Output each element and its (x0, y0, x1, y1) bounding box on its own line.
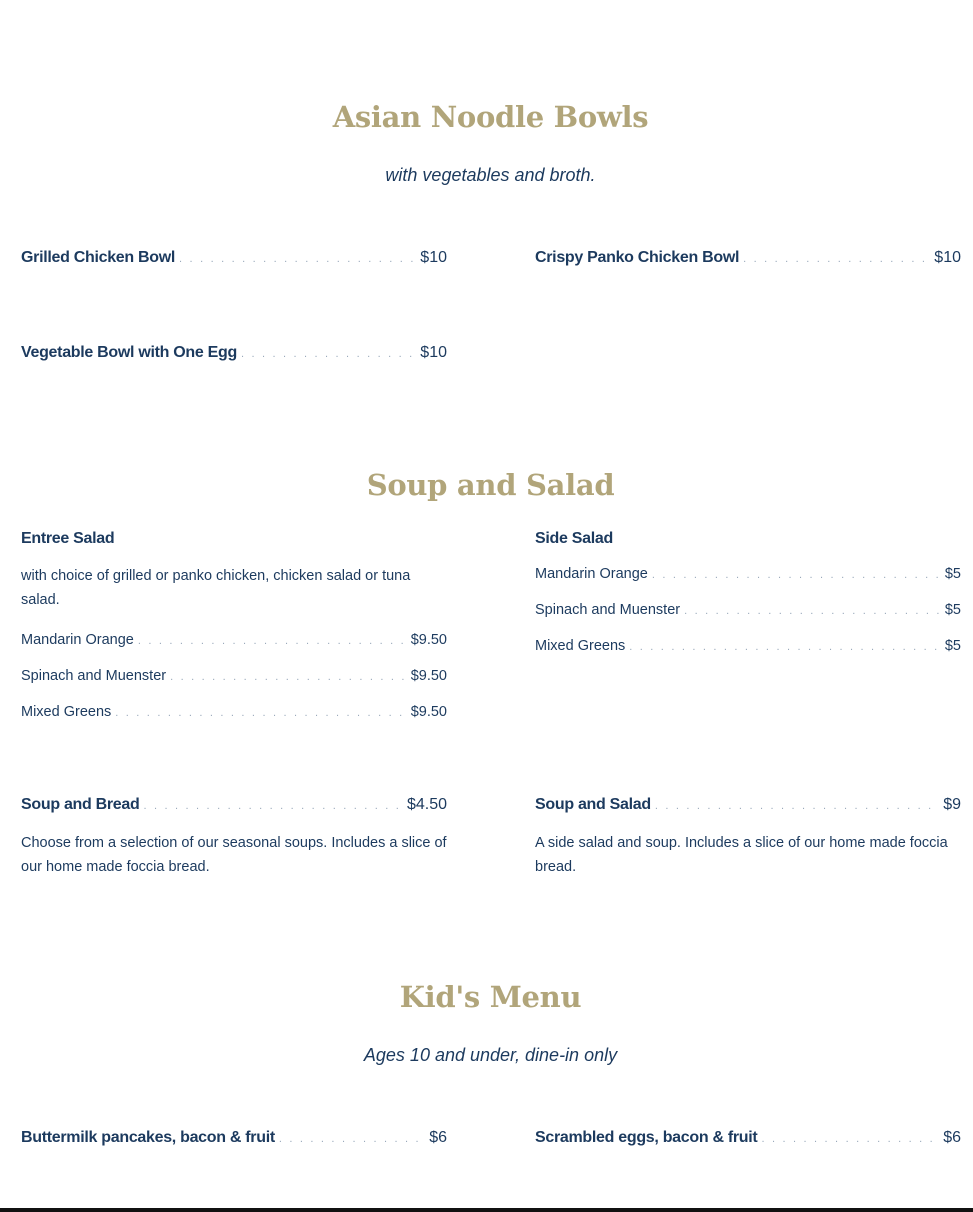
section-title-noodles: Asian Noodle Bowls (332, 100, 649, 134)
soup-and-salad-description: A side salad and soup. Includes a slice of our home made foccia bread. (535, 835, 948, 875)
section-title-soup-salad: Soup and Salad (366, 468, 615, 502)
menu-item-price: $5 (944, 566, 961, 582)
menu-item-price: $6 (943, 1129, 961, 1146)
dot-leader (241, 348, 416, 360)
entree-salad-heading: Entree Salad (21, 530, 115, 547)
section-subtitle-noodles: with vegetables and broth. (385, 165, 596, 185)
dot-leader (279, 1133, 425, 1145)
entree-salad-item (21, 632, 447, 648)
menu-item-price: $10 (934, 249, 961, 266)
dot-leader (761, 1133, 939, 1145)
menu-item-crispy-panko-chicken-bowl (535, 249, 961, 267)
menu-item-price: $10 (420, 344, 447, 361)
menu-item-vegetable-bowl (21, 344, 447, 362)
menu-item-name: Mixed Greens (21, 704, 112, 720)
menu-item-name: Mandarin Orange (21, 632, 134, 648)
dot-leader (143, 800, 402, 812)
menu-item-grilled-chicken-bowl (21, 249, 447, 267)
dot-leader (170, 671, 407, 683)
entree-salad-description: with choice of grilled or panko chicken, chicken salad or tuna salad. (21, 568, 411, 608)
side-salad-item (535, 566, 961, 582)
menu-item-scrambled-eggs (535, 1129, 961, 1147)
menu-item-price: $5 (944, 638, 961, 654)
menu-item-price: $6 (429, 1129, 447, 1146)
menu-item-name: Mixed Greens (535, 638, 626, 654)
dot-leader (179, 253, 416, 265)
dot-leader (684, 605, 941, 617)
dot-leader (629, 641, 941, 653)
menu-item-price: $10 (420, 249, 447, 266)
menu-item-name: Grilled Chicken Bowl (21, 249, 176, 266)
menu-item-buttermilk-pancakes (21, 1129, 447, 1147)
menu-item-name: Buttermilk pancakes, bacon & fruit (21, 1129, 275, 1146)
menu-item-name: Soup and Salad (535, 796, 651, 813)
menu-item-price: $9 (943, 796, 961, 813)
soup-and-bread-description: Choose from a selection of our seasonal soups. Includes a slice of our home made foccia bread. (21, 835, 447, 875)
dot-leader (138, 635, 407, 647)
footer-divider (0, 1208, 973, 1212)
dot-leader (655, 800, 939, 812)
menu-item-price: $4.50 (406, 796, 447, 813)
menu-item-name: Vegetable Bowl with One Egg (21, 344, 237, 361)
side-salad-heading: Side Salad (535, 530, 613, 547)
entree-salad-item (21, 668, 447, 684)
menu-item-price: $9.50 (410, 704, 447, 720)
side-salad-item (535, 602, 961, 618)
menu-item-soup-and-bread (21, 796, 447, 814)
section-title-kids: Kid's Menu (399, 980, 582, 1014)
menu-item-name: Spinach and Muenster (21, 668, 167, 684)
side-salad-item (535, 638, 961, 654)
menu-item-soup-and-salad (535, 796, 961, 814)
menu-item-name: Crispy Panko Chicken Bowl (535, 249, 740, 266)
menu-item-price: $9.50 (410, 632, 447, 648)
dot-leader (743, 253, 930, 265)
menu-item-price: $9.50 (410, 668, 447, 684)
dot-leader (115, 707, 406, 719)
menu-item-name: Spinach and Muenster (535, 602, 681, 618)
menu-item-name: Mandarin Orange (535, 566, 648, 582)
menu-item-name: Scrambled eggs, bacon & fruit (535, 1129, 758, 1146)
menu-item-price: $5 (944, 602, 961, 618)
entree-salad-item (21, 704, 447, 720)
dot-leader (652, 569, 941, 581)
section-subtitle-kids: Ages 10 and under, dine-in only (363, 1045, 618, 1065)
menu-item-name: Soup and Bread (21, 796, 140, 813)
